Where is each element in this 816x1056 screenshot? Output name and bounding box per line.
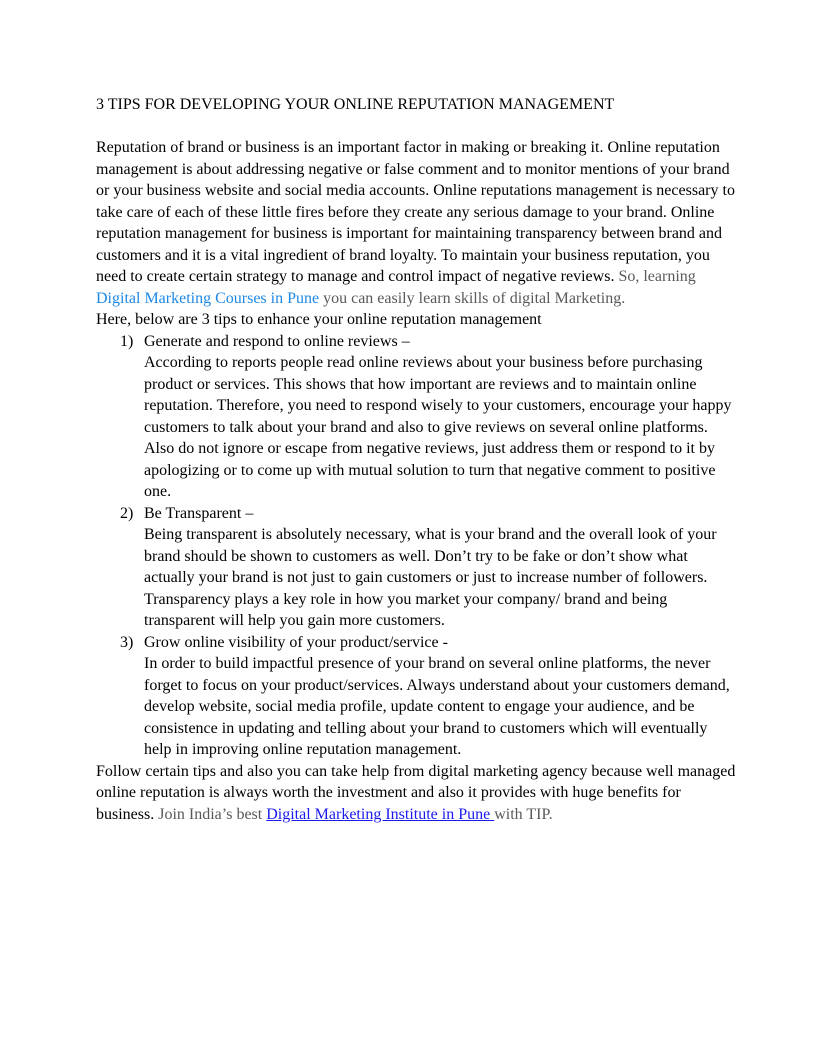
tip-number: 1) (120, 332, 134, 350)
closing-gray-text-before: Join India’s best (154, 805, 267, 823)
tip-heading: Be Transparent – (144, 504, 254, 522)
tips-intro: Here, below are 3 tips to enhance your online reputation management (96, 311, 542, 328)
intro-gray-text-after: you can easily learn skills of digital Marketing. (319, 289, 626, 307)
tip-body: Being transparent is absolutely necessary, what is your brand and the overall look of your brand should be shown to customers as well. Don’t try to be fake or don’t show what actually your brand is not just to gain customers or just to increase number of followers. Transparency plays a key role in how you market your company/ brand and being transparent will help you gain more customers. (144, 526, 717, 629)
document-page (96, 94, 736, 825)
tip-item (96, 632, 736, 761)
tip-item (96, 331, 736, 503)
intro-gray-text-before: So, learning (614, 268, 696, 285)
tip-body: In order to build impactful presence of your brand on several online platforms, the never forget to focus on your product/services. Always understand about your customers demand, develop website, social media profile, update content to engage your audience, and be consistence in updating and telling about your brand to customers which will eventually help in improving online reputation management. (144, 655, 730, 758)
intro-text: Reputation of brand or business is an important factor in making or breaking it. Online reputation management is about addressing negative or false comment and to monitor mentions of your brand or your business website and social media accounts. Online reputations management is necessary to take care of each of these little fires before they create any serious damage to your brand. Online reputation management for business is important for maintaining transparency between brand and customers and it is a vital ingredient of brand loyalty. To maintain your business reputation, you need to create certain strategy to manage and control impact of negative reviews. (96, 139, 735, 285)
tip-heading: Generate and respond to online reviews – (144, 332, 410, 350)
digital-marketing-courses-link[interactable]: Digital Marketing Courses in Pune (96, 289, 320, 307)
closing-text: Follow certain tips and also you can take help from digital marketing agency because well managed online reputation is always worth the investment and also it provides with huge benefits for business. (96, 762, 736, 823)
closing-paragraph (96, 761, 736, 826)
closing-gray-text-after: with TIP. (494, 805, 553, 823)
tip-heading: Grow online visibility of your product/service - (144, 633, 448, 651)
tip-number: 2) (120, 504, 134, 522)
tip-body: According to reports people read online reviews about your business before purchasing product or services. This shows that how important are reviews and to maintain online reputation. Therefore, you need to respond wisely to your customers, encourage your happy customers to talk about your brand and also to give reviews on several online platforms. Also do not ignore or escape from negative reviews, just address them or respond to it by apologizing or to come up with mutual solution to turn that negative comment to positive one. (144, 354, 732, 500)
tips-list (96, 331, 736, 761)
tip-number: 3) (120, 633, 134, 651)
intro-paragraph (96, 137, 736, 309)
digital-marketing-institute-link[interactable]: Digital Marketing Institute in Pune (266, 805, 495, 823)
document-title: 3 TIPS FOR DEVELOPING YOUR ONLINE REPUTATION MANAGEMENT (96, 96, 615, 113)
tip-item (96, 503, 736, 632)
